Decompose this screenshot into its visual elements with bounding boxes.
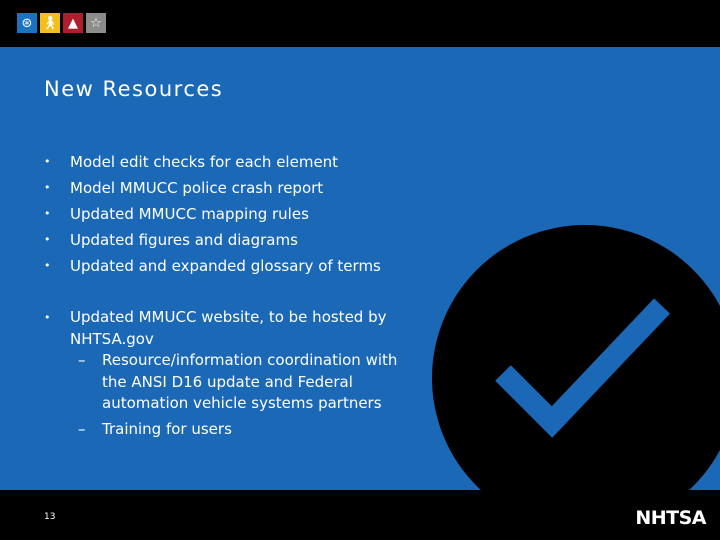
bullet-text: Updated figures and diagrams	[70, 231, 298, 249]
list-item	[44, 305, 424, 350]
bullet: •	[44, 181, 51, 194]
road-icon: ▲	[63, 13, 83, 33]
bullet-text: Model edit checks for each element	[70, 153, 339, 171]
star-icon: ☆	[86, 13, 106, 33]
list-item	[44, 227, 424, 253]
slide-title: New Resources	[44, 77, 224, 101]
footer	[0, 490, 720, 540]
bullet-text: Model MMUCC police crash report	[70, 179, 324, 197]
dash: –	[78, 351, 86, 369]
nhtsa-logo: NHTSA	[635, 507, 706, 529]
steering-wheel-icon: ⊛	[17, 13, 37, 33]
program-icons	[17, 13, 106, 33]
slide-body	[0, 47, 720, 490]
bullet-list	[44, 149, 424, 440]
bullet-text: Updated MMUCC mapping rules	[70, 205, 309, 223]
sub-text: Training for users	[102, 419, 232, 438]
pedestrian-icon: 🚶︎	[40, 13, 60, 33]
top-bar	[0, 0, 720, 47]
bullet: •	[44, 311, 51, 324]
bullet-text: Updated MMUCC website, to be hosted by NHTSA.gov	[70, 308, 387, 348]
sub-item	[44, 350, 424, 415]
bullet: •	[44, 155, 51, 168]
list-item	[44, 253, 424, 279]
sub-text: Resource/information coordination with the ANSI D16 update and Federal automation vehicle systems partners	[102, 351, 398, 412]
list-item	[44, 149, 424, 175]
dash: –	[78, 419, 86, 438]
bullet: •	[44, 259, 51, 272]
bullet: •	[44, 233, 51, 246]
page-number: 13	[44, 512, 56, 522]
bullet-text: Updated and expanded glossary of terms	[70, 257, 381, 275]
list-item	[44, 201, 424, 227]
bullet: •	[44, 207, 51, 220]
list-item	[44, 175, 424, 201]
sub-item	[44, 419, 424, 441]
